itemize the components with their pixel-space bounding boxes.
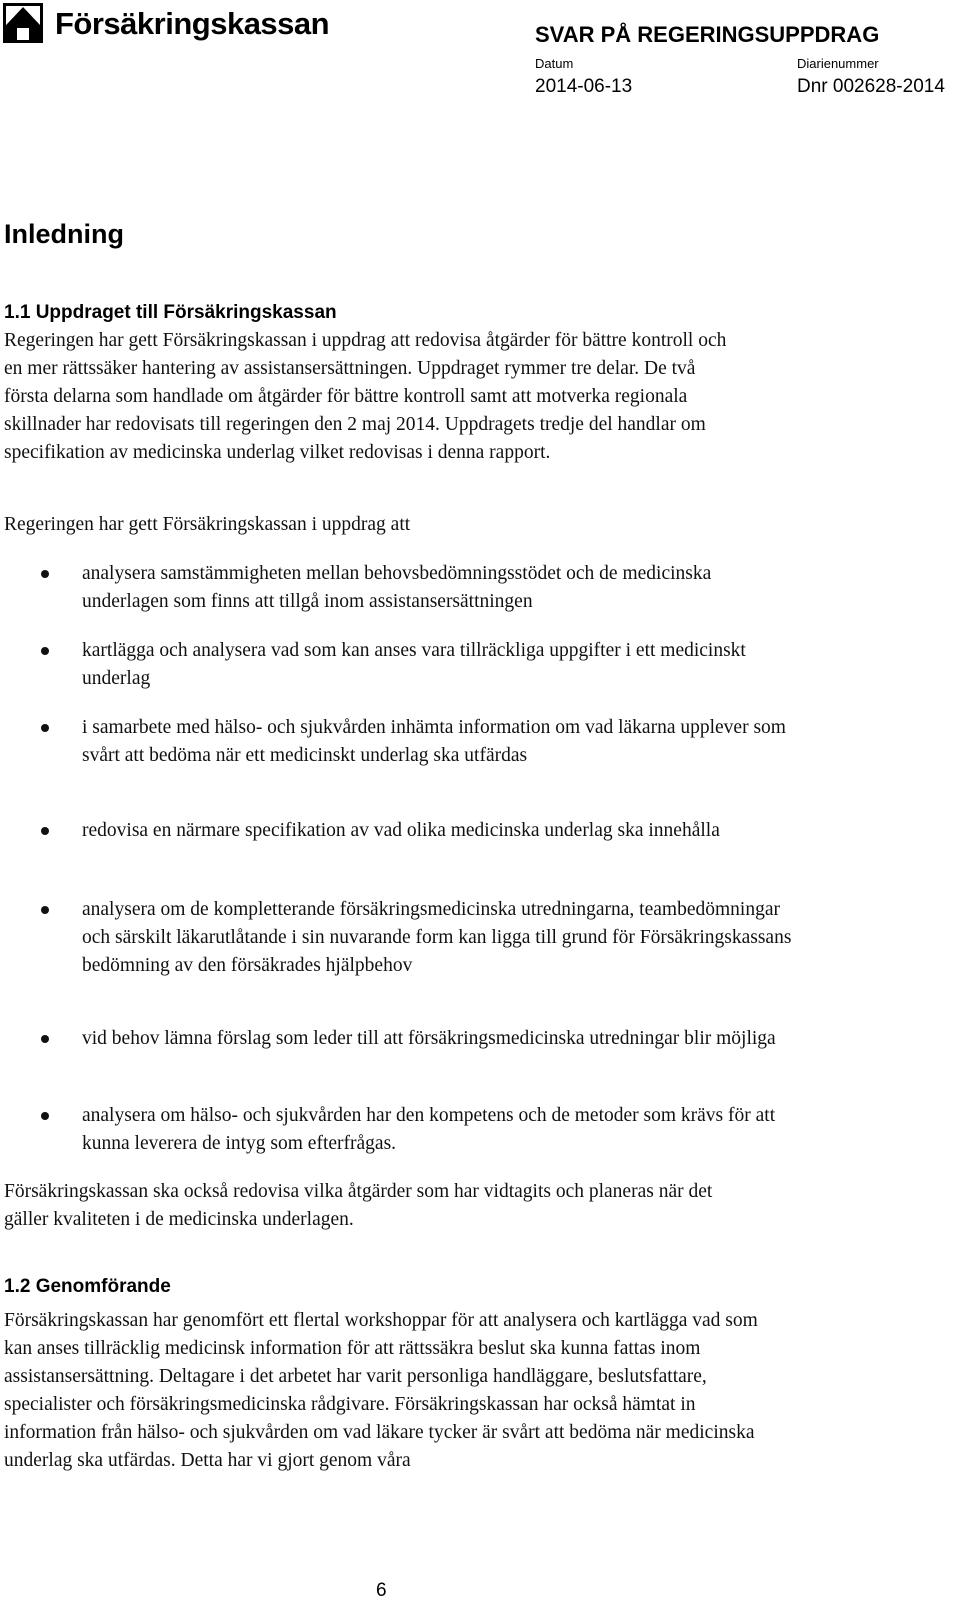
house-icon	[3, 3, 43, 43]
date-value: 2014-06-13	[535, 76, 633, 97]
date-label: Datum	[535, 56, 574, 71]
implementation-paragraph: Försäkringskassan har genomfört ett flertal workshoppar för att analysera och kartlägga vad som kan anses tillräcklig medicinsk information för att rättssäkra beslut ska kunna fattas inom assistansersättning. Deltagare i det arbetet har varit personliga handläggare, beslutsfattare, specialister och försäkringsmedicinska rådgivare. Försäkringskassan har också hämtat in information från hälso- och sjukvården om vad läkare tycker är svårt att bedöma när medicinska underlag ska utfärdas. Detta har vi gjort genom våra	[4, 1310, 758, 1471]
document-header	[0, 0, 960, 110]
section-heading-1-1: 1.1 Uppdraget till Försäkringskassan	[4, 302, 337, 323]
list-item-text: analysera om de kompletterande försäkringsmedicinska utredningarna, teambedömningar och särskilt läkarutlåtande i sin nuvarande form kan ligga till grund för Försäkringskassans bedömning av den försäkrades hjälpbehov	[82, 899, 792, 976]
logo	[3, 3, 329, 43]
section-heading-1-2: 1.2 Genomförande	[4, 1276, 171, 1297]
list-item-text: analysera samstämmigheten mellan behovsbedömningsstödet och de medicinska underlagen som finns att tillgå inom assistansersättningen	[82, 563, 712, 612]
intro-paragraph: Regeringen har gett Försäkringskassan i uppdrag att redovisa åtgärder för bättre kontroll och en mer rättssäker hantering av assistansersättningen. Uppdraget rymmer tre delar. De två första delarna som handlade om åtgärder för bättre kontroll samt att motverka regionala skillnader har redovisats till regeringen den 2 maj 2014. Uppdragets tredje del handlar om specifikation av medicinska underlag vilket redovisas i denna rapport.	[4, 330, 727, 463]
list-item-text: analysera om hälso- och sjukvården har den kompetens och de metoder som krävs för att kunna leverera de intyg som efterfrågas.	[82, 1105, 776, 1154]
page-number: 6	[376, 1580, 387, 1601]
reference-value: Dnr 002628-2014	[797, 76, 945, 97]
bullet-icon	[41, 724, 49, 732]
page-title: Inledning	[4, 219, 124, 249]
bullet-icon	[41, 647, 49, 655]
list-item-text: i samarbete med hälso- och sjukvården inhämta information om vad läkarna upplever som svårt att bedöma när ett medicinskt underlag ska utfärdas	[82, 717, 786, 766]
closing-paragraph: Försäkringskassan ska också redovisa vilka åtgärder som har vidtagits och planeras när det gäller kvaliteten i de medicinska underlagen.	[4, 1181, 713, 1230]
bullet-icon	[41, 1112, 49, 1120]
logo-text: Försäkringskassan	[55, 5, 330, 41]
bullet-icon	[41, 827, 49, 835]
list-item-text: kartlägga och analysera vad som kan anses vara tillräckliga uppgifter i ett medicinskt underlag	[82, 640, 746, 689]
reference-label: Diarienummer	[797, 56, 879, 71]
bullet-icon	[41, 570, 49, 578]
list-item-text: vid behov lämna förslag som leder till att försäkringsmedicinska utredningar blir möjliga	[82, 1028, 776, 1049]
bullet-icon	[41, 1035, 49, 1043]
list-intro: Regeringen har gett Försäkringskassan i uppdrag att	[4, 514, 411, 535]
document-type: SVAR PÅ REGERINGSUPPDRAG	[535, 22, 880, 47]
bullet-icon	[41, 906, 49, 914]
list-item-text: redovisa en närmare specifikation av vad olika medicinska underlag ska innehålla	[82, 820, 720, 841]
